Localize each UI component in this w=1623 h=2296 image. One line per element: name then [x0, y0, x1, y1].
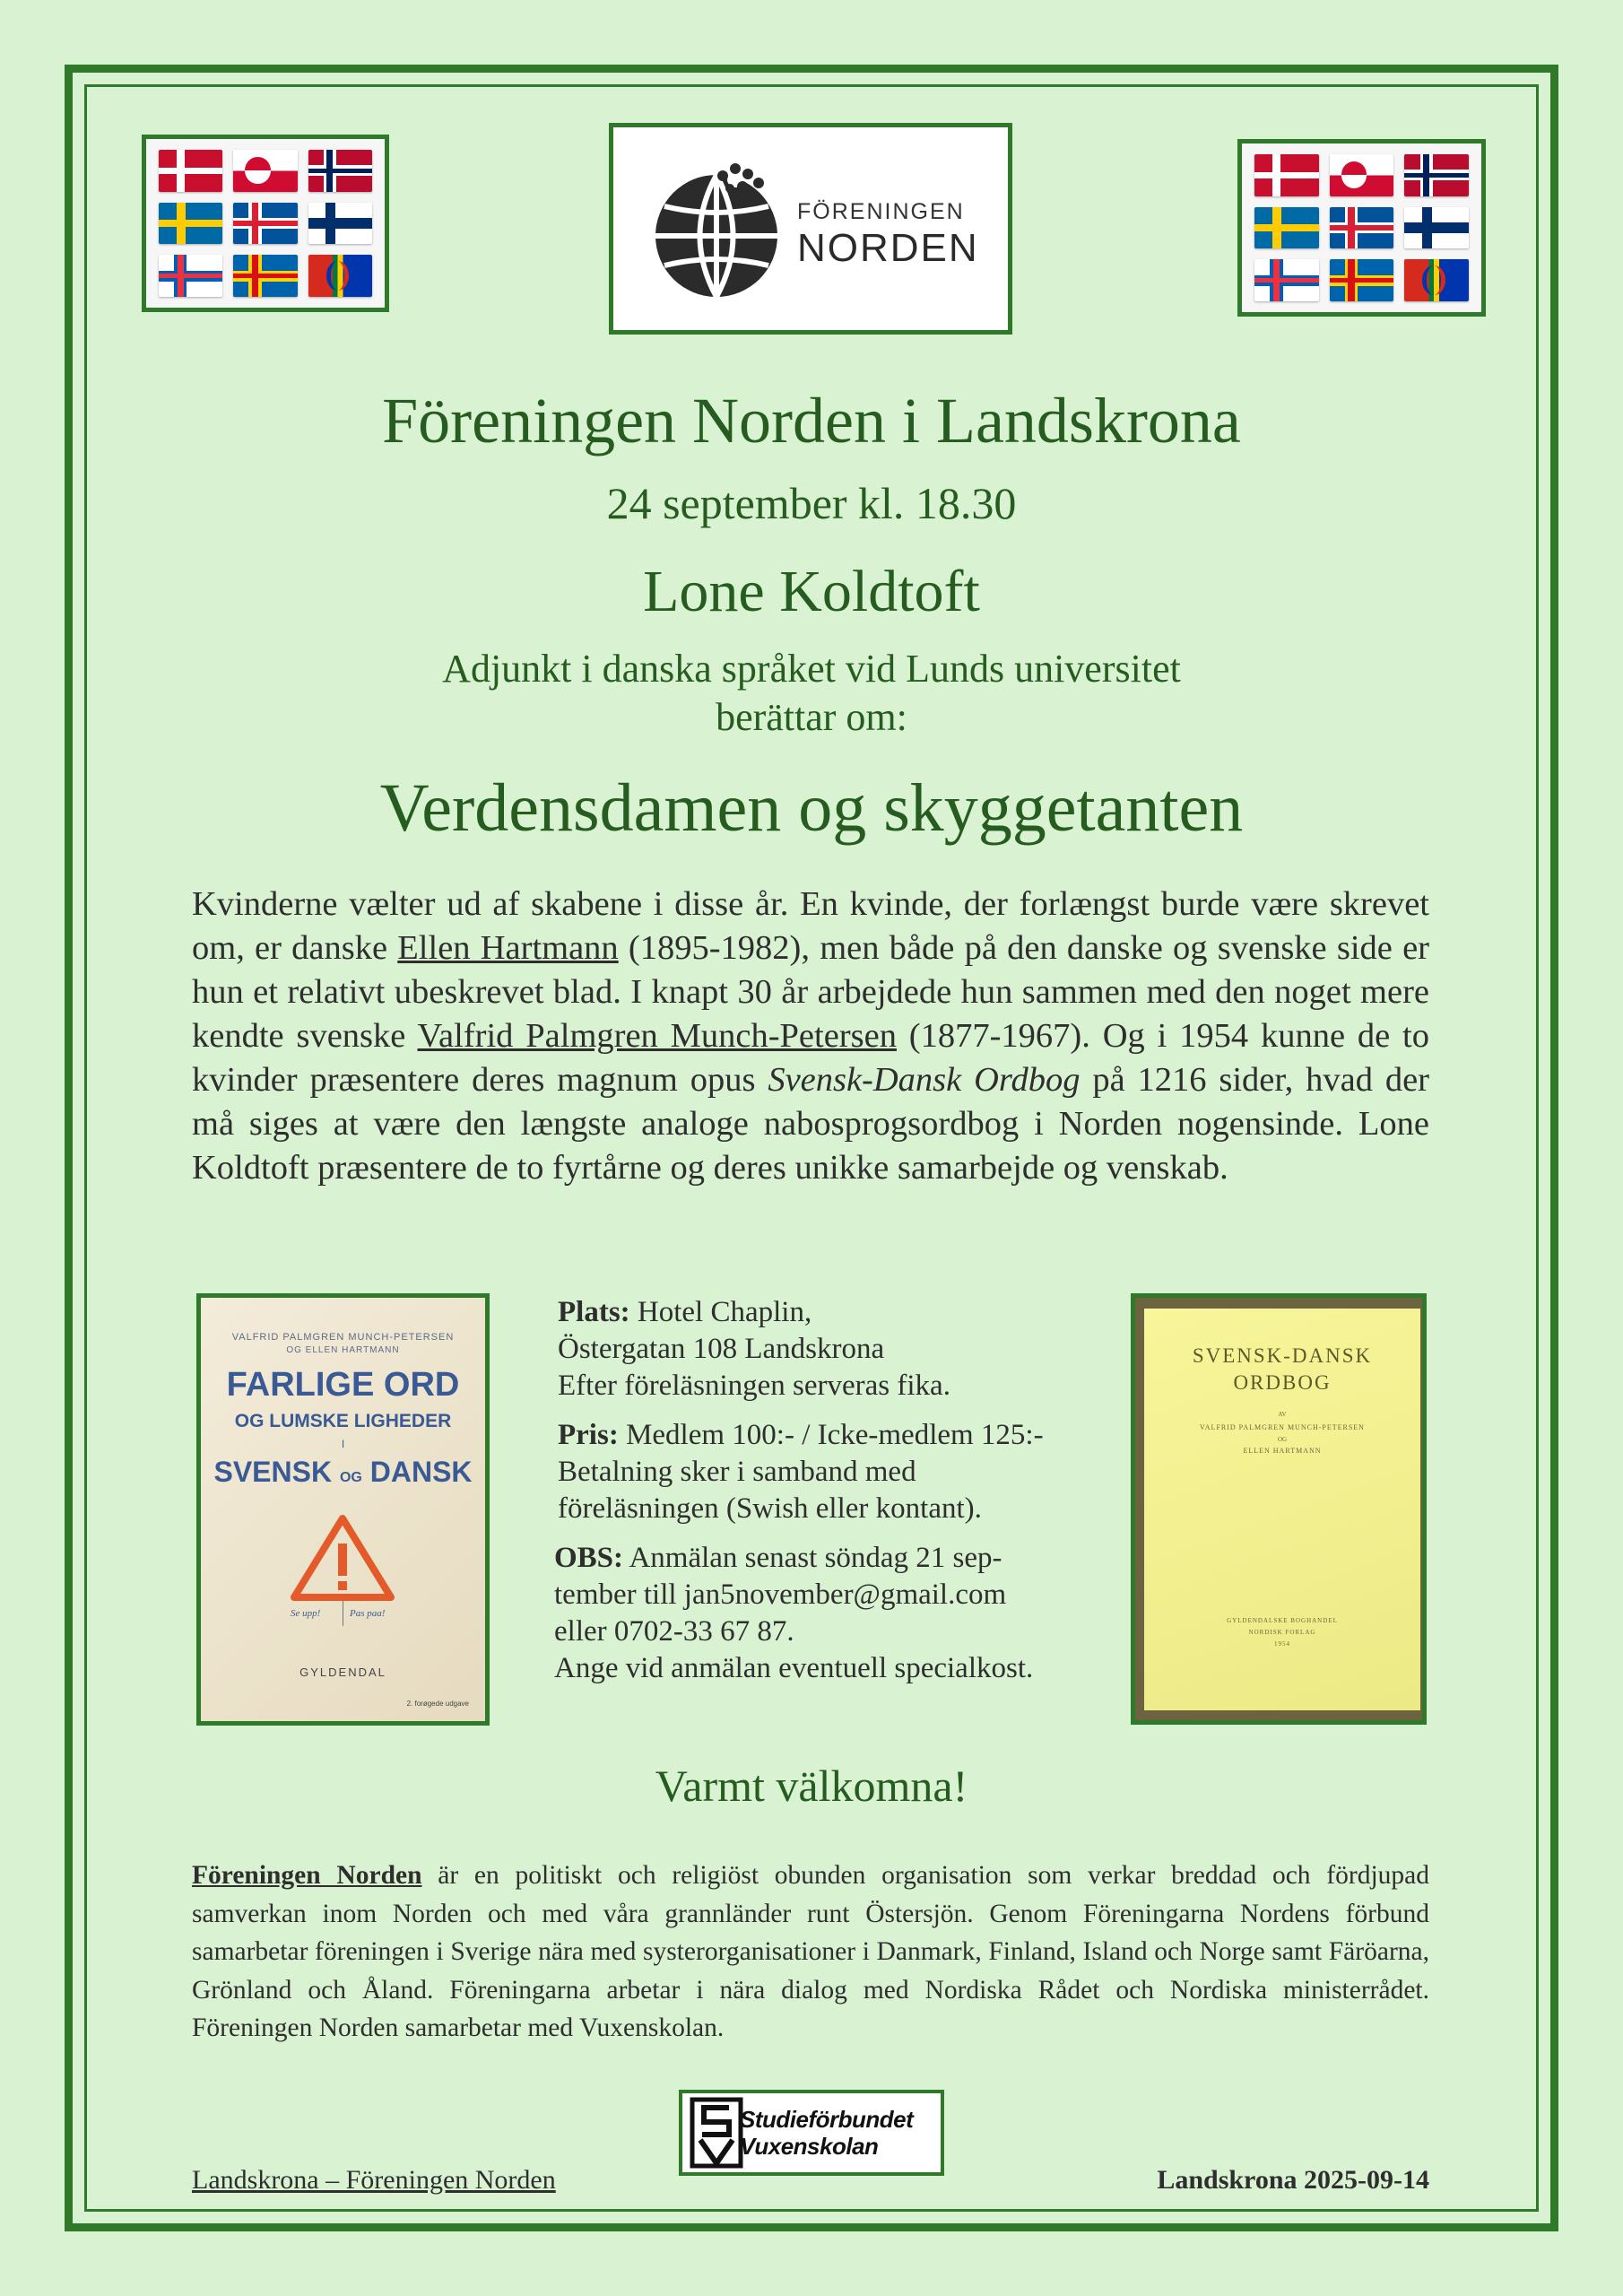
description-text: (1895-1982), men både på den danske og svenske side er hun et relativt ubeskrevet blad. I knapt 30 år arbejdede hun sammen med den noget mere kendte svenske: [192, 929, 1429, 1055]
valfrid-palmgren-link[interactable]: Valfrid Palmgren Munch-Petersen: [417, 1017, 897, 1055]
description-text: Kvinderne vælter ud af skabene i disse år. En kvinde, der forlængst burde være skrevet om, er danske: [192, 885, 1429, 967]
foreningen-norden-link[interactable]: Föreningen Norden: [192, 1861, 422, 1890]
logo-text-foreningen: FÖRENINGEN: [797, 199, 965, 224]
flag-greenland-icon: [1330, 154, 1394, 196]
about-text: är en politiskt och religiöst obunden organisation som verkar breddad och fördjupad samverkan inom Norden och med våra grannländer runt Östersjön. Genom Föreningarna Nordens förbund samarbetar föreningen i Sverige nära med systerorganisationer i Danmark, Finland, Island och Norge samt Färöarna, Grönland och Åland. Föreningarna arbetar i nära dialog med Nordiska Rådet och Nordiska ministerrådet. Föreningen Norden samarbetar med Vuxenskolan.: [192, 1861, 1429, 2042]
pris-line-3: föreläsningen (Swish eller kontant).: [558, 1492, 982, 1525]
plats-value: Hotel Chaplin,: [629, 1296, 812, 1328]
description-text: på 1216 sider, hvad der må siges at være den længste analoge nabosprogsordbog i Norden nogensinde. Lone Koldtoft præsentere de to fyrtårne og deres unikke samarbejde og venskab.: [192, 1061, 1429, 1187]
warning-sign-icon: [289, 1513, 396, 1603]
book1-dansk: DANSK: [369, 1456, 473, 1488]
book2-publisher: GYLDENDALSKE BOGHANDEL: [1227, 1617, 1338, 1624]
footer-date: Landskrona 2025-09-14: [1157, 2165, 1429, 2195]
ordbog-title: Svensk-Dansk Ordbog: [768, 1061, 1081, 1099]
flag-denmark-icon: [1254, 154, 1319, 196]
sv-emblem-icon: [690, 2097, 743, 2169]
foreningen-norden-logo: [609, 123, 1012, 335]
talk-description: [192, 883, 1429, 1190]
book1-sign-left: Se upp!: [291, 1608, 321, 1619]
flag-norway-icon: [1404, 154, 1469, 196]
speaker-role-suffix: berättar om:: [716, 695, 907, 739]
event-date: 24 september kl. 18.30: [606, 478, 1017, 528]
book2-publisher-2: NORDISK FORLAG: [1248, 1629, 1316, 1636]
event-info: [554, 1294, 1044, 1687]
book2-av: AV: [1278, 1411, 1287, 1418]
obs-label: OBS:: [554, 1542, 624, 1574]
logo-text-norden: NORDEN: [797, 226, 979, 270]
flag-sweden-icon: [1254, 207, 1319, 249]
flag-faroe-icon: [159, 255, 222, 297]
flag-norway-icon: [308, 150, 372, 192]
book1-svensk-dansk: [201, 1456, 485, 1489]
flag-iceland-icon: [233, 203, 297, 245]
book-cover-farlige-ord: [196, 1293, 490, 1726]
speaker-name: Lone Koldtoft: [643, 559, 980, 624]
pris-line-2: Betalning sker i samband med: [558, 1456, 916, 1488]
talk-title: Verdensdamen og skyggetanten: [379, 770, 1244, 846]
obs-value: Anmälan senast söndag 21 sep-: [623, 1542, 1002, 1574]
plats-label: Plats:: [558, 1296, 630, 1328]
ellen-hartmann-link[interactable]: Ellen Hartmann: [397, 929, 619, 967]
footer-link[interactable]: Landskrona – Föreningen Norden: [192, 2165, 556, 2195]
flag-finland-icon: [308, 203, 372, 245]
book1-svensk: SVENSK: [213, 1456, 333, 1488]
flags-grid-left: [142, 135, 389, 312]
flags-grid-right: [1237, 139, 1486, 317]
pris-label: Pris:: [558, 1419, 619, 1451]
obs-line-1: [554, 1540, 1044, 1577]
flag-finland-icon: [1404, 207, 1469, 249]
book2-year: 1954: [1274, 1640, 1290, 1648]
book1-sign-right: Pas paa!: [350, 1608, 386, 1619]
flag-aland-icon: [1330, 259, 1394, 301]
flag-sapmi-icon: [308, 255, 372, 297]
pris-line-1: [558, 1417, 1044, 1454]
book1-publisher: GYLDENDAL: [299, 1665, 386, 1679]
obs-line-3: eller 0702-33 67 87.: [554, 1615, 794, 1648]
flag-denmark-icon: [159, 150, 222, 192]
event-title: Föreningen Norden i Landskrona: [382, 385, 1241, 457]
pris-value: Medlem 100:- / Icke-medlem 125:-: [618, 1419, 1044, 1451]
flag-greenland-icon: [233, 150, 297, 192]
plats-line-1: [558, 1294, 1044, 1331]
speaker-role: Adjunkt i danska språket vid Lunds universitet: [442, 647, 1181, 691]
flag-sweden-icon: [159, 203, 222, 245]
book2-title-2: ORDBOG: [1233, 1371, 1332, 1394]
description-text: (1877-1967). Og i 1954 kunne de to kvinder præsentere deres magnum opus: [192, 1017, 1429, 1099]
book1-subtitle: OG LUMSKE LIGHEDER: [234, 1411, 452, 1431]
plats-line-3: Efter föreläsningen serveras fika.: [558, 1370, 950, 1402]
flag-faroe-icon: [1254, 259, 1319, 301]
plats-line-2: Östergatan 108 Landskrona: [558, 1333, 885, 1365]
book-cover-svensk-dansk-ordbog: [1131, 1293, 1427, 1725]
book2-title: SVENSK-DANSK: [1192, 1344, 1373, 1367]
book1-title: FARLIGE ORD: [226, 1366, 460, 1404]
flag-sapmi-icon: [1404, 259, 1469, 301]
about-organisation: [192, 1857, 1429, 2048]
vuxenskolan-logo: [679, 2090, 944, 2176]
book1-og: OG: [339, 1470, 362, 1485]
sv-logo-line2: Vuxenskolan: [740, 2133, 879, 2160]
obs-line-2: tember till jan5november@gmail.com: [554, 1578, 1007, 1611]
book1-i: I: [341, 1438, 345, 1450]
book1-edition: 2. forøgede udgave: [406, 1700, 469, 1708]
flag-iceland-icon: [1330, 207, 1394, 249]
book1-authors-2: OG ELLEN HARTMANN: [286, 1345, 400, 1355]
book2-author2: ELLEN HARTMANN: [1243, 1447, 1322, 1455]
book2-og: OG: [1277, 1436, 1288, 1443]
globe-icon: [649, 160, 793, 303]
book1-authors: VALFRID PALMGREN MUNCH-PETERSEN: [231, 1332, 455, 1343]
flag-aland-icon: [233, 255, 297, 297]
sv-logo-line1: Studieförbundet: [740, 2106, 914, 2133]
obs-line-4: Ange vid anmälan eventuell specialkost.: [554, 1652, 1034, 1684]
welcome-heading: Varmt välkomna!: [655, 1761, 968, 1811]
book2-author1: VALFRID PALMGREN MUNCH-PETERSEN: [1200, 1423, 1365, 1431]
